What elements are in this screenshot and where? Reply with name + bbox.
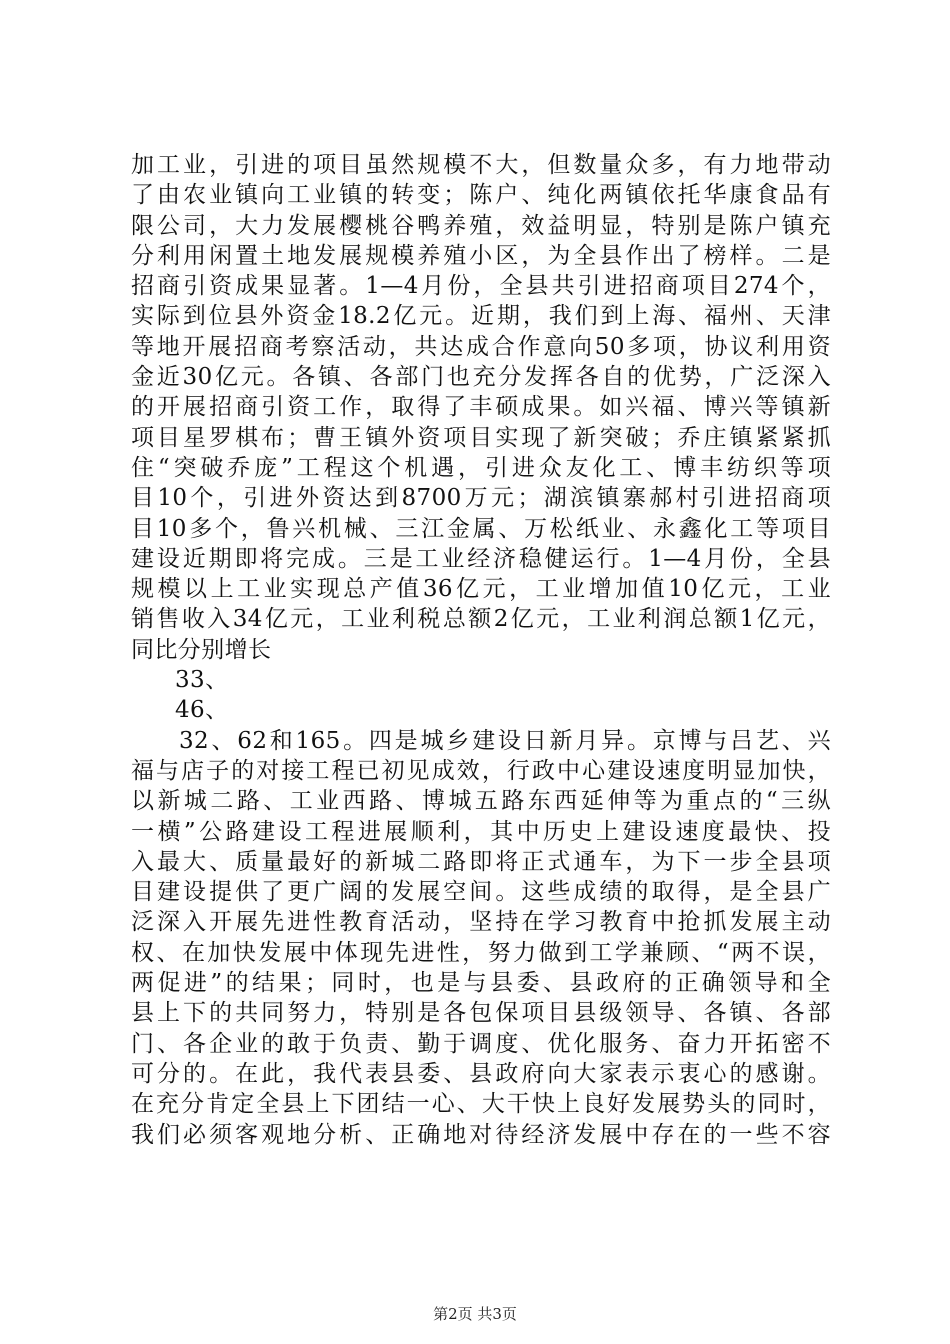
text-line: 目10多个，鲁兴机械、三江金属、万松纸业、永鑫化工等项目 <box>131 515 831 542</box>
text-line: 33、 <box>175 667 229 694</box>
text-line: 销售收入34亿元，工业利税总额2亿元，工业利润总额1亿元， <box>131 606 831 633</box>
document-body <box>131 150 831 1150</box>
text-line: 在充分肯定全县上下团结一心、大干快上良好发展势头的同时， <box>131 1091 831 1118</box>
text-line: 一横”公路建设工程进展顺利，其中历史上建设速度最快、投 <box>131 818 831 845</box>
text-line: 的开展招商引资工作，取得了丰硕成果。如兴福、博兴等镇新 <box>131 394 831 421</box>
text-line: 可分的。在此，我代表县委、县政府向大家表示衷心的感谢。 <box>131 1060 831 1087</box>
text-line: 32、62和165。四是城乡建设日新月异。京博与吕艺、兴 <box>179 727 831 754</box>
text-line: 等地开展招商考察活动，共达成合作意向50多项，协议利用资 <box>131 333 831 360</box>
text-line: 我们必须客观地分析、正确地对待经济发展中存在的一些不容 <box>131 1121 831 1148</box>
text-line: 实际到位县外资金18.2亿元。近期，我们到上海、福州、天津 <box>131 303 831 330</box>
text-line: 福与店子的对接工程已初见成效，行政中心建设速度明显加快， <box>131 757 831 784</box>
text-line: 招商引资成果显著。1—4月份，全县共引进招商项目274个， <box>131 273 831 300</box>
text-line: 目10个，引进外资达到8700万元；湖滨镇寨郝村引进招商项 <box>131 485 831 512</box>
text-line: 项目星罗棋布；曹王镇外资项目实现了新突破；乔庄镇紧紧抓 <box>131 424 831 451</box>
text-line: 泛深入开展先进性教育活动，坚持在学习教育中抢抓发展主动 <box>131 909 831 936</box>
text-line: 分利用闲置土地发展规模养殖小区，为全县作出了榜样。二是 <box>131 242 831 269</box>
text-line: 限公司，大力发展樱桃谷鸭养殖，效益明显，特别是陈户镇充 <box>131 212 831 239</box>
text-line: 金近30亿元。各镇、各部门也充分发挥各自的优势，广泛深入 <box>131 364 831 391</box>
text-line: 两促进”的结果；同时，也是与县委、县政府的正确领导和全 <box>131 970 831 997</box>
text-line: 入最大、质量最好的新城二路即将正式通车，为下一步全县项 <box>131 848 831 875</box>
text-line: 同比分别增长 <box>131 636 272 663</box>
text-line: 门、各企业的敢于负责、勤于调度、优化服务、奋力开拓密不 <box>131 1030 831 1057</box>
text-line: 县上下的共同努力，特别是各包保项目县级领导、各镇、各部 <box>131 1000 831 1027</box>
text-line: 建设近期即将完成。三是工业经济稳健运行。1—4月份，全县 <box>131 545 831 572</box>
text-line: 了由农业镇向工业镇的转变；陈户、纯化两镇依托华康食品有 <box>131 182 831 209</box>
text-line: 规模以上工业实现总产值36亿元，工业增加值10亿元，工业 <box>131 576 831 603</box>
text-line: 住“突破乔庞”工程这个机遇，引进众友化工、博丰纺织等项 <box>131 454 831 481</box>
text-line: 目建设提供了更广阔的发展空间。这些成绩的取得，是全县广 <box>131 879 831 906</box>
text-line: 46、 <box>175 697 229 724</box>
text-line: 权、在加快发展中体现先进性，努力做到工学兼顾、“两不误， <box>131 939 831 966</box>
text-line: 加工业，引进的项目虽然规模不大，但数量众多，有力地带动 <box>131 152 831 178</box>
page-number-footer: 第2页 共3页 <box>433 1305 517 1323</box>
text-line: 以新城二路、工业西路、博城五路东西延伸等为重点的“三纵 <box>131 788 831 815</box>
